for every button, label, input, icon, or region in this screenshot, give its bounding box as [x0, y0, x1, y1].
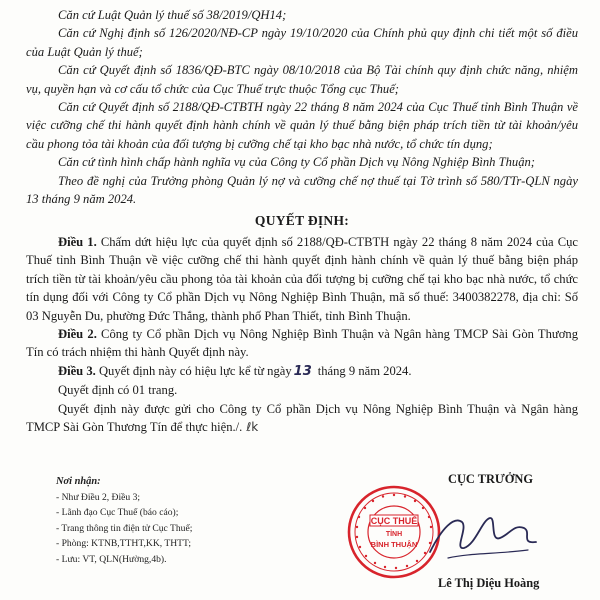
preamble-decision-1836: Căn cứ Quyết định số 1836/QĐ-BTC ngày 08/10/2018 của Bộ Tài chính quy định chức năng, nhiệm vụ, quyền hạn và cơ cấu tổ chức của Cục Thuế trực thuộc Tổng cục Thuế; — [26, 63, 578, 96]
article-1-text: Chấm dứt hiệu lực của quyết định số 2188/QĐ-CTBTH ngày 22 tháng 8 năm 2024 của Cục Thuế tỉnh Bình Thuận về việc cưỡng chế thi hành quyết định hành chính về quản lý thuế bằng biện pháp trích tiền từ tài khoản/yêu cầu phong tỏa tài khoản của đối tượng bị cưỡng chế tại kho bạc nhà nước, tổ chức tín dụng đối với Công ty Cổ phần Dịch vụ Nông Nghiệp Bình Thuận, mã số thuế: 3400382278, địa chỉ: Số 03 Nguyễn Du, phường Đức Thắng, thành phố Phan Thiết, tỉnh Bình Thuận. — [26, 234, 578, 323]
recipient-item: - Lãnh đạo Cục Thuế (báo cáo); — [56, 507, 179, 519]
handwritten-signature — [424, 498, 544, 578]
recipients-list — [56, 474, 192, 568]
signer-title: CỤC TRƯỞNG — [448, 472, 534, 486]
decision-title: QUYẾT ĐỊNH: — [254, 213, 350, 229]
preamble-decree: Căn cứ Nghị định số 126/2020/NĐ-CP ngày 19/10/2020 của Chính phủ quy định chi tiết một số điều của Luật Quản lý thuế; — [26, 26, 578, 59]
preamble-law: Căn cứ Luật Quản lý thuế số 38/2019/QH14; — [58, 8, 287, 22]
seal-text-bottom: BÌNH THUẬN — [370, 540, 418, 549]
article-2-label: Điều 2. — [58, 326, 97, 341]
handwritten-mark: ℓk — [246, 419, 259, 434]
preamble-decision-2188: Căn cứ Quyết định số 2188/QĐ-CTBTH ngày 22 tháng 8 năm 2024 của Cục Thuế tỉnh Bình Thuận về việc cưỡng chế thi hành quyết định hành chính về quản lý thuế bằng biện pháp trích tiền từ tài khoản/yêu cầu phong tỏa tài khoản của đối tượng bị cưỡng chế tại kho bạc nhà nước, tổ chức tín dụng; — [26, 100, 578, 151]
preamble-proposal: Theo đề nghị của Trưởng phòng Quản lý nợ và cưỡng chế nợ thuế tại Tờ trình số 580/TTr-QLN ngày 13 tháng 9 năm 2024. — [26, 173, 578, 207]
article-3-text-after: tháng 9 năm 2024. — [317, 363, 412, 378]
article-1 — [26, 233, 578, 325]
recipient-item: - Phòng: KTNB,TTHT,KK, THTT; — [56, 538, 192, 550]
page-count-note: Quyết định có 01 trang. — [58, 383, 178, 398]
preamble-compliance: Căn cứ tình hình chấp hành nghĩa vụ của Công ty Cổ phần Dịch vụ Nông Nghiệp Bình Thuận; — [58, 155, 536, 170]
recipient-item: - Lưu: VT, QLN(Hường,4b). — [56, 553, 167, 565]
signer-name: Lê Thị Diệu Hoàng — [438, 576, 540, 590]
article-3 — [26, 362, 578, 381]
article-1-label: Điều 1. — [58, 234, 97, 249]
seal-text-top: CỤC THUẾ — [370, 516, 418, 526]
recipients-header: Nơi nhận: — [56, 476, 101, 487]
distribution-text: Quyết định này được gửi cho Công ty Cổ phần Dịch vụ Nông Nghiệp Bình Thuận và Ngân hàng TMCP Sài Gòn Thương Tín để thực hiện./. — [26, 401, 578, 434]
article-3-text-before: Quyết định này có hiệu lực kể từ ngày — [98, 363, 292, 378]
seal-text-mid: TỈNH — [385, 531, 403, 538]
article-2-text: Công ty Cổ phần Dịch vụ Nông Nghiệp Bình Thuận và Ngân hàng TMCP Sài Gòn Thương Tín có trách nhiệm thi hành Quyết định này. — [26, 326, 578, 360]
recipient-item: - Trang thông tin điện tử Cục Thuế; — [56, 522, 193, 534]
article-2 — [26, 325, 578, 362]
handwritten-day: 13 — [293, 363, 312, 379]
signature-block — [0, 464, 600, 600]
article-3-label: Điều 3. — [58, 363, 96, 378]
recipient-item: - Như Điều 2, Điều 3; — [56, 491, 141, 503]
distribution-note — [26, 400, 578, 437]
